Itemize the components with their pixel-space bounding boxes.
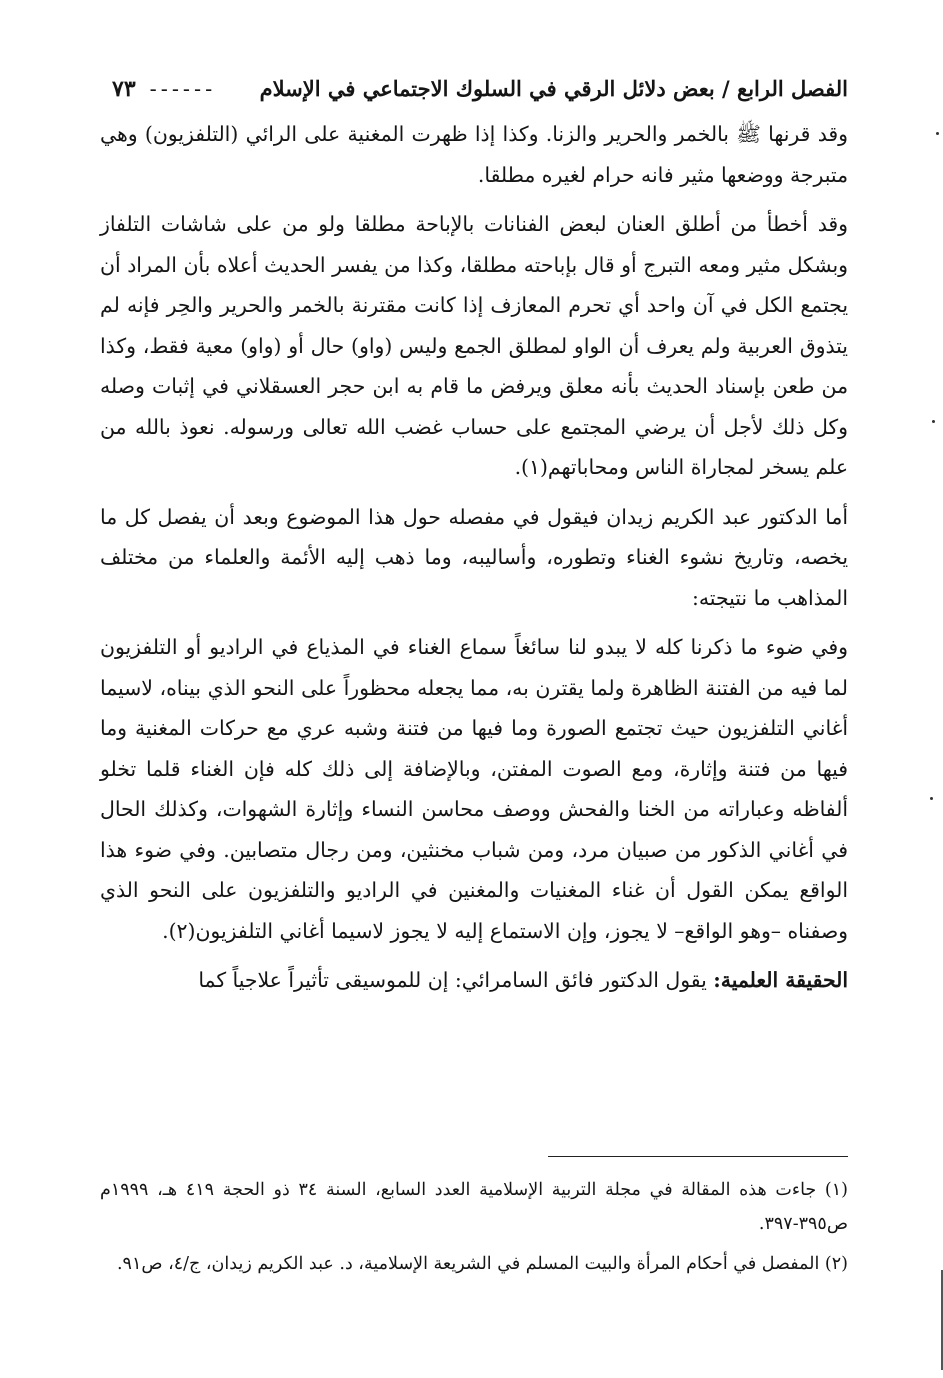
paragraph-3 <box>100 497 848 619</box>
header-dots: ------ <box>149 77 217 101</box>
page-number: ٧٣ <box>112 76 136 102</box>
paragraph-text: أما الدكتور عبد الكريم زيدان فيقول في مفصله حول هذا الموضوع وبعد أن يفصل كل ما يخصه، وتاريخ نشوء الغناء وتطوره، وأساليبه، وما ذهب إليه الأئمة والعلماء من مختلف المذاهب ما نتيجته: <box>100 504 848 610</box>
paragraph-5 <box>100 960 848 1001</box>
paragraph-text: وقد أخطأ من أطلق العنان لبعض الفنانات بالإباحة مطلقا ولو من على شاشات التلفاز وبشكل مثير ومعه التبرج أو قال بإباحته مطلقا، وكذا من يفسر الحديث أعلاه بأن المراد أن يجتمع الكل في آن واحد أي تحرم المعازف إذا كانت مقترنة بالخمر والحرير والحِر فإنه لم يتذوق العربية ولم يعرف أن الواو لمطلق الجمع وليس (واو) حال أو (واو) معية فقط، وكذا من طعن بإسناد الحديث بأنه معلق ويرفض ما قام به ابن حجر العسقلاني في إثبات وصله وكل ذلك لأجل أن يرضي المجتمع على حساب غضب الله تعالى ورسوله. نعوذ بالله من علم يسخر لمجاراة الناس ومحاباتهم(١). <box>100 212 848 479</box>
paragraph-2 <box>100 204 848 488</box>
footnote-2: (٢) المفصل في أحكام المرأة والبيت المسلم في الشريعة الإسلامية، د. عبد الكريم زيدان، ج/٤، ص٩١. <box>116 1254 848 1274</box>
footnote-separator <box>548 1156 848 1157</box>
paragraph-4 <box>100 627 848 951</box>
footnote-1: (١) جاءت هذه المقالة في مجلة التربية الإسلامية العدد السابع، السنة ٣٤ ذو الحجة ٤١٩ هـ، ١٩٩٩م ص٣٩٥-٣٩٧. <box>100 1180 848 1234</box>
scan-speck <box>936 132 939 135</box>
paragraph-text: يقول الدكتور فائق السامرائي: إن للموسيقى تأثيراً علاجياً كما <box>198 968 714 992</box>
scan-speck <box>932 420 935 423</box>
paragraph-1 <box>100 114 848 195</box>
page-body <box>100 70 848 1010</box>
chapter-title: الفصل الرابع / بعض دلائل الرقي في السلوك الاجتماعي في الإسلام <box>259 76 848 101</box>
footnotes <box>100 1173 848 1287</box>
running-header <box>100 70 848 114</box>
paragraph-text: وقد قرنها ﷺ بالخمر والحرير والزنا. وكذا إذا ظهرت المغنية على الرائي (التلفزيون) وهي متبرجة ووضعها مثير فانه حرام لغيره مطلقا. <box>100 122 848 187</box>
scan-speck <box>930 797 933 800</box>
section-heading: الحقيقة العلمية: <box>713 968 848 992</box>
paragraph-text: وفي ضوء ما ذكرنا كله لا يبدو لنا سائغاً سماع الغناء في المذياع في الراديو أو التلفزيون لما فيه من الفتنة الظاهرة ولما يقترن به، مما يجعله محظوراً على النحو الذي بيناه، لاسيما أغاني التلفزيون حيث تجتمع الصورة وما فيها من فتنة وشبه عري مع حركات المغنية وما فيها من فتنة وإثارة، ومع الصوت المفتن، وبالإضافة إلى ذلك كله فإن الغناء قلما تخلو ألفاظه وعباراته من الخنا والفحش ووصف محاسن النساء وإثارة الشهوات، وكذلك الحال في أغاني الذكور من صبيان مرد، ومن شباب مخنثين، ومن رجال متصابين. وفي ضوء هذا الواقع يمكن القول أن غناء المغنيات والمغنين في الراديو والتلفزيون على النحو الذي وصفناه –وهو الواقع– لا يجوز، وإن الاستماع إليه لا يجوز لاسيما أغاني التلفزيون(٢). <box>100 635 848 943</box>
